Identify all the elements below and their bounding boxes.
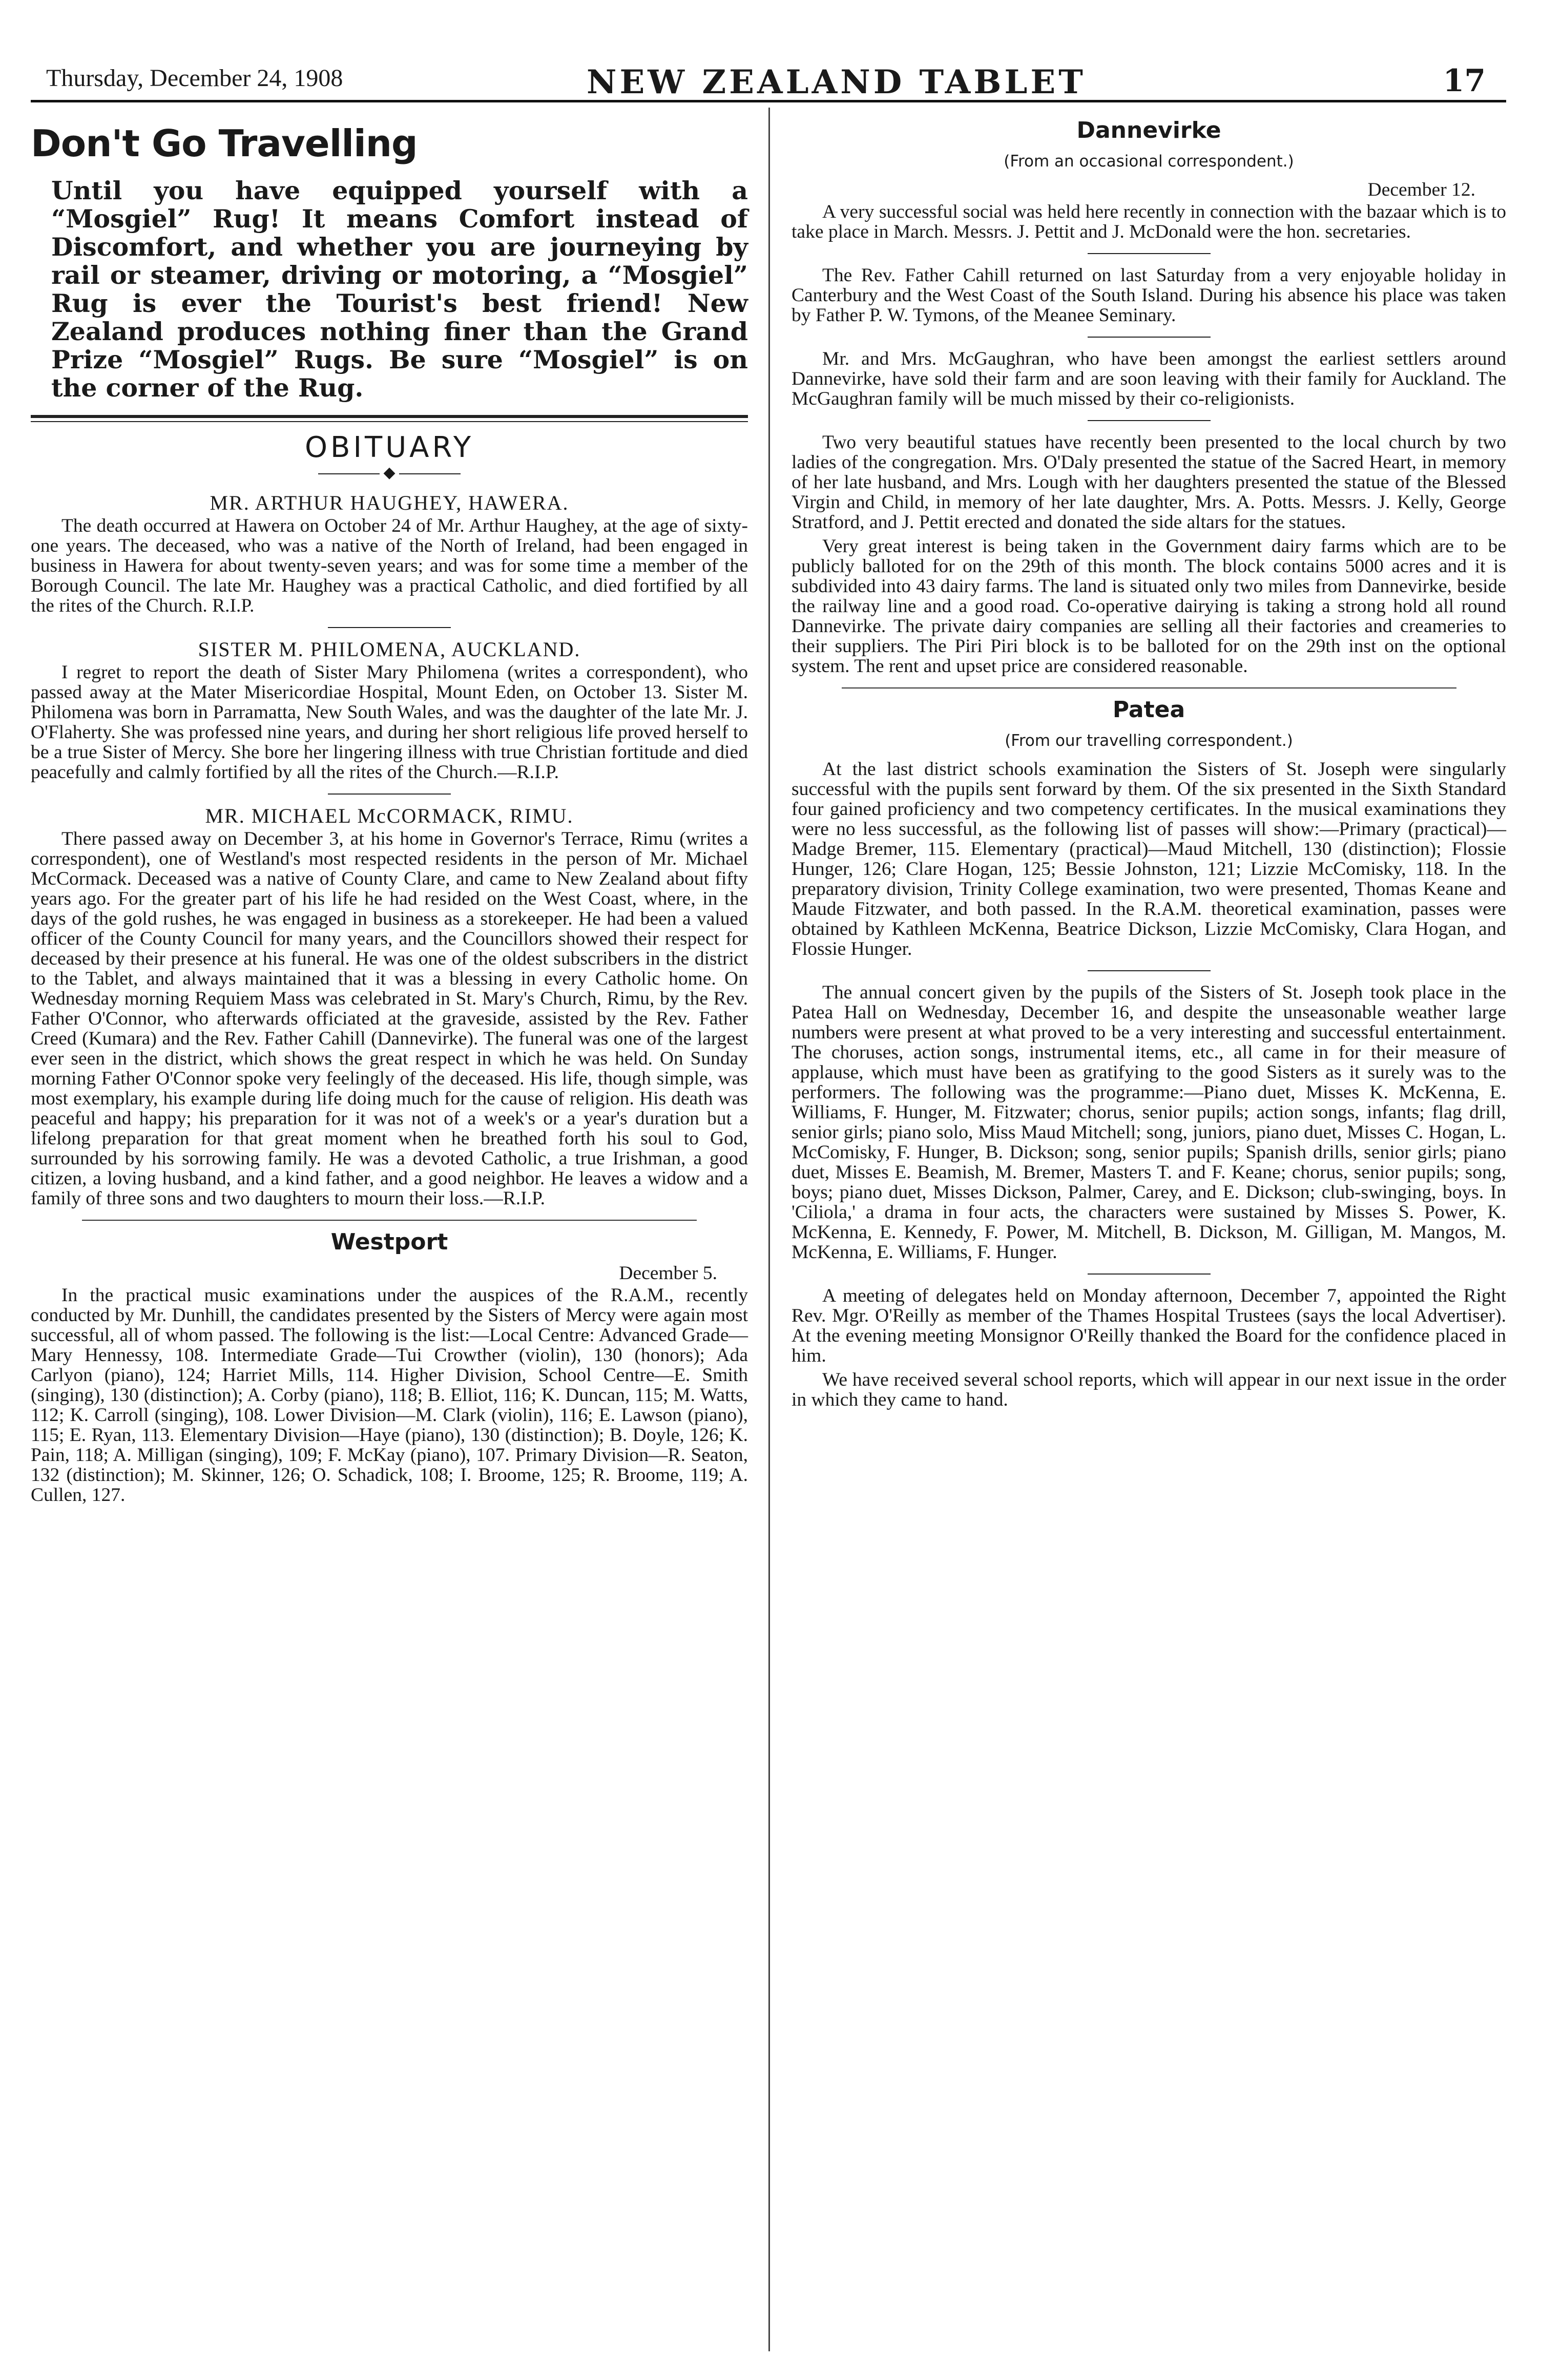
entry-divider (328, 627, 451, 628)
obituary-paragraph: The death occurred at Hawera on October 24 of Mr. Arthur Haughey, at the age of sixty-one years. The deceased, who was a native of the North of Ireland, had been engaged in business in Hawera for about twenty-seven years; and was for some time a member of the Borough Council. The late Mr. Haughey was a practical Catholic, and died fortified by all the rites of the Church. R.I.P. (31, 515, 748, 616)
dannevirke-title: Dannevirke (1076, 117, 1221, 143)
westport-section (31, 1229, 748, 1506)
patea-paragraph: The annual concert given by the pupils of the Sisters of St. Joseph took place in the Patea Hall on Wednesday, December 16, and despite the unseasonable weather large numbers were present at what proved to be a very interesting and successful entertainment. The choruses, action songs, instrumental items, etc., all came in for their measure of applause, which must have been as gratifying to the good Sisters as it surely was to the performers. The following was the programme:—Piano duet, Misses K. McKenna, E. Williams, F. Hunger, M. Fitzwater; chorus, senior pupils; action songs, infants; flag drill, senior girls; piano solo, Miss Maud Mitchell; song, juniors, piano duet, Misses C. Hogan, L. McComisky, F. Hunger, B. Dickson; song, senior pupils; Spanish drills, senior girls; piano duet, Misses E. Beamish, M. Bremer, Masters T. and F. Keane; chorus, senior pupils; song, boys; piano duet, Misses Dickson, Palmer, Carey, and E. Dickson; club-swinging, boys. In 'Ciliola,' a drama in four acts, the characters were sustained by Misses S. Power, K. McKenna, E. Kennedy, F. Power, M. Mitchell, B. Dickson, M. Gilligan, M. Mangos, M. McKenna, E. Williams, F. Hunger. (792, 982, 1506, 1263)
dannevirke-paragraph: Mr. and Mrs. McGaughran, who have been amongst the earliest settlers around Dannevirke, have sold their farm and are soon leaving with their family for Auckland. The McGaughran family will be much missed by their co-religionists. (792, 348, 1506, 409)
patea-paragraph: A meeting of delegates held on Monday afternoon, December 7, appointed the Right Rev. Mgr. O'Reilly as member of the Thames Hospital Trustees (says the local Advertiser). At the evening meeting Monsignor O'Reilly thanked the Board for the confidence placed in him. (792, 1285, 1506, 1366)
obituary-heading: MR. MICHAEL McCORMACK, RIMU. (205, 804, 574, 827)
left-column (31, 110, 748, 1509)
paragraph-divider (1088, 253, 1211, 254)
paragraph-divider (1088, 1273, 1211, 1275)
patea-paragraph: We have received several school reports, which will appear in our next issue in the order in which they came to hand. (792, 1369, 1506, 1410)
dannevirke-paragraph: A very successful social was held here recently in connection with the bazaar which is to take place in March. Messrs. J. Pettit and J. McDonald were the hon. secretaries. (792, 201, 1506, 242)
dannevirke-paragraph: Two very beautiful statues have recently been presented to the local church by two ladies of the congregation. Mrs. O'Daly presented the statue of the Sacred Heart, in memory of her late husband, and Mrs. Lough with her daughters presented the statue of the Blessed Virgin and Child, in memory of her late daughter, Mrs. A. Potts. Messrs. J. Kelly, George Stratford, and J. Pettit erected and donated the side altars for the statues. (792, 432, 1506, 533)
obituary-entry (31, 639, 748, 782)
westport-body: In the practical music examinations under the auspices of the R.A.M., recently conducted by Mr. Dunhill, the candidates presented by the Sisters of Mercy were again most successful, all of whom passed. The following is the list:—Local Centre: Advanced Grade—Mary Hennessy, 108. Intermediate Grade—Tui Crowther (violin), 130 (honors); Ada Carlyon (piano), 124; Harriet Mills, 114. Higher Division, School Centre—E. Smith (singing), 130 (distinction); A. Corby (piano), 118; B. Elliot, 116; K. Duncan, 115; M. Watts, 112; K. Carroll (singing), 108. Lower Division—M. Clark (violin), 116; E. Lawson (piano), 115; E. Ryan, 113. Elementary Division—Haye (piano), 130 (distinction); B. Doyle, 126; K. Pain, 118; A. Milligan (singing), 109; F. McKay (piano), 107. Primary Division—R. Seaton, 132 (distinction); M. Skinner, 126; O. Schadick, 108; I. Broome, 125; R. Broome, 119; A. Cullen, 127. (31, 1285, 748, 1506)
obituary-paragraph: There passed away on December 3, at his home in Governor's Terrace, Rimu (writes a correspondent), one of Westland's most respected residents in the person of Mr. Michael McCormack. Deceased was a native of County Clare, and came to New Zealand about fifty years ago. For the greater part of his life he had resided on the West Coast, where, in the days of the gold rushes, he was engaged in business as a storekeeper. He had been a valued officer of the County Council for many years, and the Councillors showed their respect for deceased by their presence at his funeral. He was one of the oldest subscribers in the district to the Tablet, and always maintained that it was a blessing in every Catholic home. On Wednesday morning Requiem Mass was celebrated in St. Mary's Church, Rimu, by the Rev. Father O'Connor, who afterwards officiated at the graveside, assisted by the Rev. Father Creed (Kumara) and the Rev. Father Cahill (Dannevirke). The funeral was one of the largest ever seen in the district, which shows the great respect in which he was held. On Sunday morning Father O'Connor spoke very feelingly of the deceased. His life, though simple, was most exemplary, his example during life doing much for the cause of religion. His death was peaceful and happy; his preparation for it was not of a week's or a year's duration but a lifelong preparation for that great moment when he breathed forth his soul to God, surrounded by his sorrowing family. He was a devoted Catholic, a true Irishman, a good citizen, a loving husband, and a kind father, and a good neighbor. He leaves a widow and a family of three sons and two daughters to mourn their loss.—R.I.P. (31, 828, 748, 1209)
ad-rule-thin (31, 421, 748, 422)
westport-title: Westport (330, 1229, 448, 1255)
entry-divider (328, 794, 451, 795)
advertisement (31, 118, 748, 422)
paragraph-divider (1088, 970, 1211, 971)
obituary-section (31, 431, 748, 1209)
patea-title: Patea (1112, 697, 1185, 723)
paragraph-divider (1088, 420, 1211, 421)
obituary-entry (31, 493, 748, 616)
westport-date: December 5. (619, 1263, 717, 1284)
section-divider (82, 1220, 697, 1221)
issue-date: Thursday, December 24, 1908 (46, 65, 343, 92)
masthead-rule (31, 100, 1506, 102)
dannevirke-paragraph: The Rev. Father Cahill returned on last Saturday from a very enjoyable holiday in Canterbury and the West Coast of the South Island. During his absence his place was taken by Father P. W. Tymons, of the Meanee Seminary. (792, 265, 1506, 326)
right-column (792, 110, 1506, 1414)
section-divider (842, 687, 1456, 688)
dannevirke-date: December 12. (1367, 179, 1475, 200)
masthead (31, 49, 1506, 105)
obituary-heading: MR. ARTHUR HAUGHEY, HAWERA. (210, 491, 569, 514)
newspaper-title: NEW ZEALAND TABLET (587, 63, 1086, 101)
paragraph-divider (1088, 337, 1211, 338)
page-number: 17 (1443, 63, 1486, 99)
dannevirke-correspondent: (From an occasional correspondent.) (1004, 152, 1294, 171)
ad-body: Until you have equipped yourself with a “Mosgiel” Rug! It means Comfort instead of Discomfort, and whether you are journeying by rail or steamer, driving or motoring, a “Mosgiel” Rug is ever the Tourist's best friend! New Zealand produces nothing finer than the Grand Prize “Mosgiel” Rugs. Be sure “Mosgiel” is on the corner of the Rug. (51, 176, 748, 403)
dannevirke-paragraph: Very great interest is being taken in the Government dairy farms which are to be publicly balloted for on the 29th of this month. The block contains 5000 acres and it is subdivided into 43 dairy farms. The land is situated only two miles from Dannevirke, beside the railway line and a good road. Co-operative dairying is taking a strong hold all round Dannevirke. The private dairy companies are selling all their factories and creameries to their suppliers. The Piri Piri block is to be balloted for on the 29th inst on the optional system. The rent and upset price are considered reasonable. (792, 536, 1506, 677)
ad-title: Don't Go Travelling (31, 122, 418, 165)
patea-paragraph: At the last district schools examination the Sisters of St. Joseph were singularly successful with the pupils sent forward by them. Of the six presented in the Sixth Standard four gained proficiency and two competency certificates. In the musical examinations they were no less successful, as the following list of passes will show:—Primary (practical)—Madge Bremer, 115. Elementary (practical)—Maud Mitchell, 130 (distinction); Flossie Hunger, 126; Clare Hogan, 125; Bessie Johnston, 121; Lizzie McComisky, 118. In the preparatory division, Trinity College examination, two were presented, Thomas Keane and Maude Fitzwater, and both passed. In the R.A.M. theoretical examination, passes were obtained by Kathleen McKenna, Beatrice Dickson, Lizzie McComisky, Clara Hogan, and Flossie Hunger. (792, 759, 1506, 959)
obituary-heading: SISTER M. PHILOMENA, AUCKLAND. (198, 638, 581, 661)
patea-section (792, 697, 1506, 1410)
ad-rule-thick (31, 415, 748, 418)
obituary-title: OBITUARY (304, 431, 474, 464)
obituary-entry (31, 806, 748, 1208)
dannevirke-section (792, 117, 1506, 677)
ornament-divider: ◆ (31, 463, 748, 483)
column-divider (768, 108, 770, 2351)
patea-correspondent: (From our travelling correspondent.) (1005, 732, 1293, 750)
obituary-paragraph: I regret to report the death of Sister Mary Philomena (writes a correspondent), who passed away at the Mater Misericordiae Hospital, Mount Eden, on October 13. Sister M. Philomena was born in Parramatta, New South Wales, and was the daughter of the late Mr. J. O'Flaherty. She was professed nine years, and during her short religious life proved herself to be a true Sister of Mercy. She bore her lingering illness with true Christian fortitude and died peacefully and calmly fortified by all the rites of the Church.—R.I.P. (31, 662, 748, 783)
